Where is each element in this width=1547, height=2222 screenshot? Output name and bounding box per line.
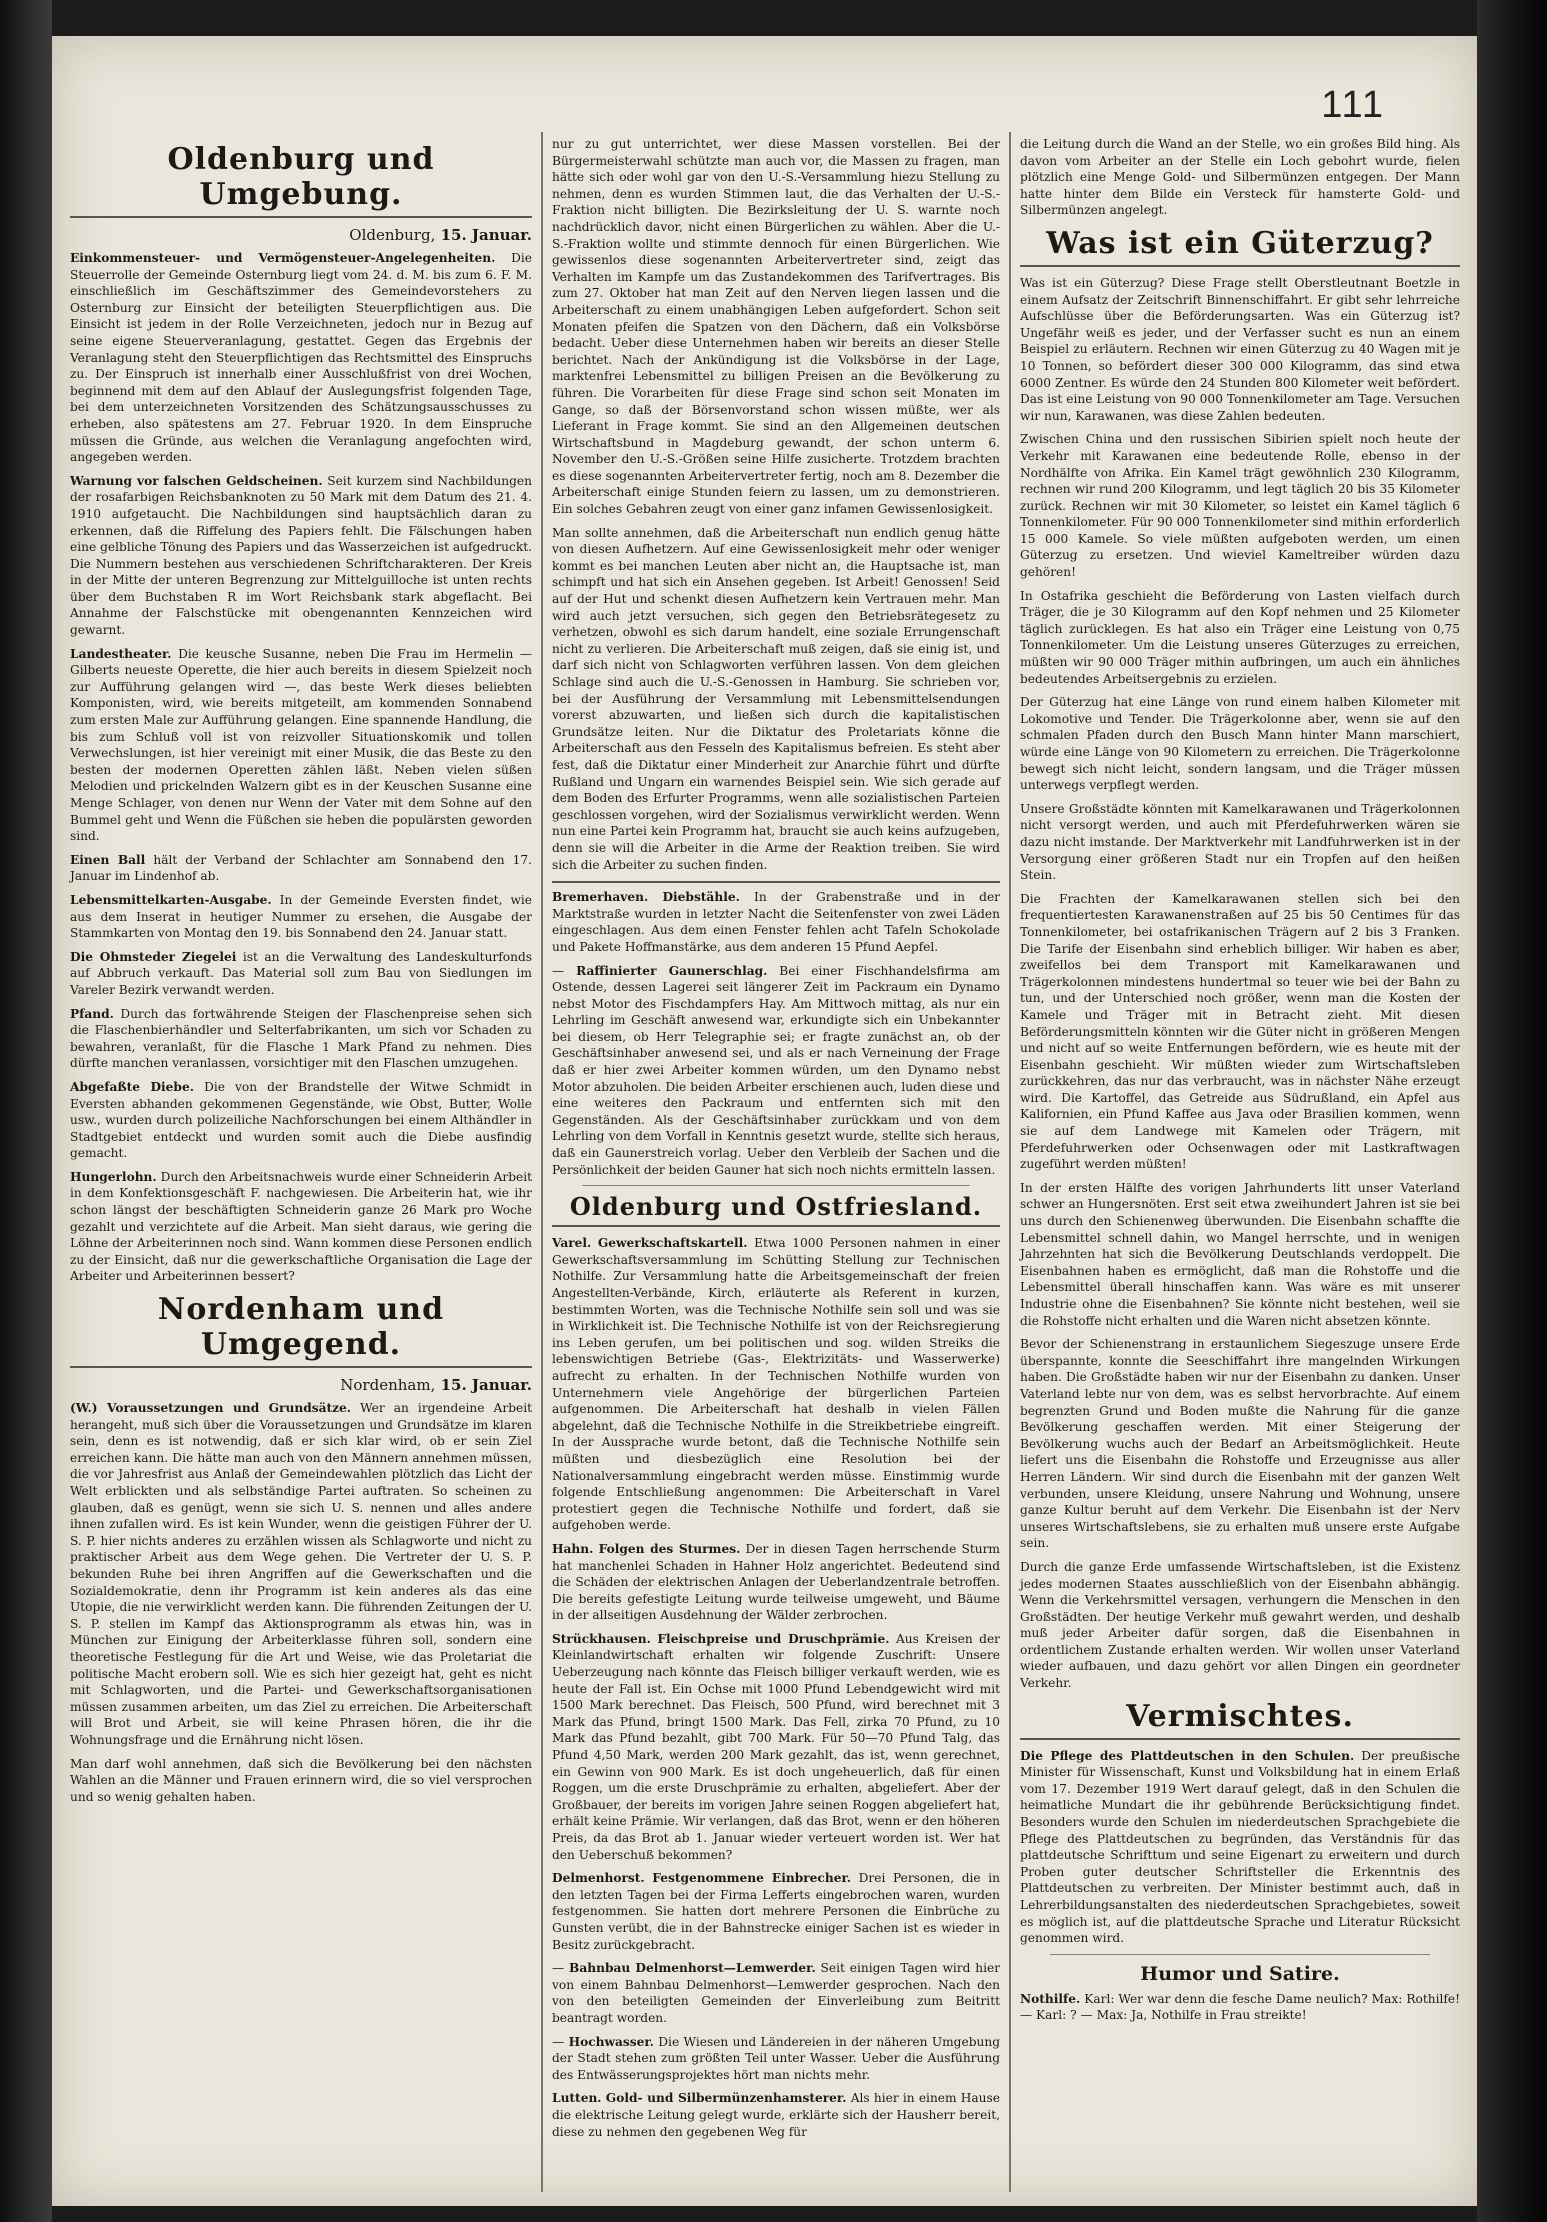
article-text: Der preußische Minister für Wissenschaft, Kunst und Volksbildung hat in einem Erlaß vom 17. Dezember 1919 Wert darauf gelegt, daß in den Schulen die heimatliche Mundart die ihr gebührende Berücksichtigung findet. Besonders wurde den Schulen im niederdeutschen Sprachgebiete die Pflege des Plattdeutschen zu begründen, das Verständnis für das plattdeutsche Schrifttum und seine Eigenart zu erweitern und durch Proben guter deutscher Schriftsteller die Erkenntnis des Plattdeutschen zu verbreiten. Der Minister bestimmt auch, daß in Lehrerbildungsanstalten des niederdeutschen Sprachgebietes, soweit es möglich ist, auf die plattdeutsche Sprache und Literatur Rücksicht genommen wird. [1020,1748,1461,1946]
article [70,1756,532,1806]
article [552,525,1000,873]
section-heading-gueterzug: Was ist ein Güterzug? [1020,226,1460,267]
article-text: Die keusche Susanne, neben Die Frau im Hermelin — Gilberts neueste Operette, die hier auch bereits in diesem Spielzeit noch zur Aufführung gelangen wird —, das beste Werk dieses beliebten Komponisten, wird, wie bereits mitgeteilt, am kommenden Sonnabend zum ersten Male zur Aufführung gelangen. Eine spannende Handlung, die bis zum Schluß voll ist von reizvoller Situationskomik und tollen Verwechslungen, ist hier vereinigt mit einer Musik, die das Beste zu den besten der modernen Operetten zählen läßt. Neben vielen süßen Melodien und prickelnden Walzern gibt es in der Keuschen Susanne eine Menge Schlager, von denen nur Wenn der Vater mit dem Sohne auf den Bummel geht und Wenn die Füßchen sie heben die populärsten geworden sind. [70,646,532,844]
column-3 [1020,136,1460,2031]
article [552,1870,1000,1953]
article-text: In der Gemeinde Eversten findet, wie aus dem Inserat in heutiger Nummer zu ersehen, die Ausgabe der Stammkarten von Montag den 19. bis Sonnabend den 24. Januar statt. [70,892,532,941]
article-title: Hochwasser. [568,2034,654,2049]
article [70,1079,532,1162]
article [1020,275,1460,424]
column-2 [552,136,1000,2147]
article [1020,891,1460,1173]
article-title: Diebstähle. [662,890,740,905]
article-title: Folgen des Sturmes. [598,1541,741,1556]
article-keyword: Die Pflege des Plattdeutschen in den Schulen. [1020,1748,1355,1763]
article: — Raffinierter Gaunerschlag. Bei einer Fischhandelsfirma am Ostende, dessen Lagerei seit längerer Zeit im Packraum ein Dynamo nebst Motor des Fischdampfers Hay. Am Mittwoch mittag, als nur ein Lehrling im Geschäft anwesend war, erkundigte sich ein Unbekannter bei diesem, ob Herr Telegraphie sei; er fragte zunächst an, ob der Geschäftsinhaber anwesend sei, und als er nach Verneinung der Frage daß er hier zwei Arbeiter kommen würden, um den Dynamo nebst Motor abzuholen. Die beiden Arbeiter erschienen auch, luden diese und eine weiteres den Packraum und entfernten sich mit den Gegenständen. Als der Geschäftsinhaber zurückkam und von dem Lehrling von dem Vorfall in Kenntnis gesetzt wurde, stellte sich heraus, daß ein Gaunerstreich vorlag. Ueber den Verbleib der Sachen und die Persönlichkeit der beiden Gauner hat sich noch nichts ermitteln lassen. [552,963,1001,1177]
article-keyword: Hungerlohn. [70,1169,157,1184]
article [552,2090,1000,2140]
article-text: Als hier in einem Hause die elektrische Leitung gelegt wurde, erklärte sich der Hausherr bereit, diese zu nehmen den gegebenen Weg für [552,2091,1000,2139]
article [552,889,1000,955]
article-text: In der Grabenstraße und in der Marktstraße wurden in letzter Nacht die Seitenfenster von zwei Läden eingeschlagen. Aus dem einen Fenster fehlen acht Tafeln Schokolade und Pakete Hoffmanstärke, aus dem anderen 15 Pfund Aepfel. [552,890,1000,954]
article [1020,588,1460,688]
article-keyword: Einkommensteuer- und Vermögensteuer-Angelegenheiten. [70,251,496,265]
section-heading-humor: Humor und Satire. [1140,1962,1340,1985]
article: — Hochwasser. Die Wiesen und Ländereien in der näheren Umgebung der Stadt stehen zum größten Teil unter Wasser. Ueber die Ausführung des Entwässerungsprojektes hört man nichts mehr. [552,2034,1001,2082]
article-title: Festgenommene Einbrecher. [652,1871,851,1886]
article-text: Die Wiesen und Ländereien in der näheren Umgebung der Stadt stehen zum größten Teil unter Wasser. Ueber die Ausführung des Entwässerungsprojektes hört man nichts mehr. [552,2034,1001,2082]
article [552,1541,1000,1624]
article [70,250,532,466]
article-text: Die Steuerrolle der Gemeinde Osternburg liegt vom 24. d. M. bis zum 6. F. M. einschließlich im Geschäftszimmer des Gemeindevorstehers zu Osternburg zur Einsicht der beteiligten Steuerpflichtigen aus. Die Einsicht ist jedem in der Rolle Verzeichneten, jedoch nur in Bezug auf seine eigene Steuerveranlagung, gestattet. Gegen das Ergebnis der Veranlagung steht den Steuerpflichtigen das Rechtsmittel des Einspruchs zu. Der Einspruch ist innerhalb einer Ausschlußfrist von drei Wochen, beginnend mit dem auf den Ablauf der Auslegungsfrist folgenden Tage, bei dem unterzeichneten Vorsitzenden des Schätzungsausschusses zu erheben, also spätestens am 27. Februar 1920. In dem Einspruche müssen die Gründe, aus welchen die Veranlagung angefochten wird, angegeben werden. [70,251,533,465]
divider [552,881,1000,883]
article-keyword: (W.) Voraussetzungen und Grundsätze. [70,1401,352,1416]
article [70,1006,532,1072]
article-text: In der ersten Hälfte des vorigen Jahrhunderts litt unser Vaterland schwer an Hungersnöten. Erst seit etwa zweihundert Jahren ist sie bei uns durch den Schienenweg überwunden. Die Eisenbahn schaffte die Lebensmittel schnell dahin, wo Mangel herrschte, und in wenigen Jahrzehnten hat sich die Bevölkerung Deutschlands verdoppelt. Die Eisenbahnen haben es ermöglicht, daß man die Rohstoffe und die Lebensmittel überall hinschaffen kann. Was wäre es mit unserer Industrie ohne die Eisenbahnen? Sie könnte nicht bestehen, weil sie die Rohstoffe nicht erhalten und die Waren nicht absetzen könnte. [1020,1180,1460,1328]
article-text: Durch das fortwährende Steigen der Flaschenpreise sehen sich die Flaschenbierhändler und Selterfabrikanten, um sich vor Schaden zu bewahren, veranlaßt, für die Flasche 1 Mark Pfand zu nehmen. Dies dürfte manchen veranlassen, vorsichtiger mit den Flaschen umzugehen. [70,1006,533,1071]
article-text: Wer an irgendeine Arbeit herangeht, muß sich über die Voraussetzungen und Grundsätze im klaren sein, denn es ist notwendig, daß er sich klar wird, ob er sein Ziel erreichen kann. Die hätte man auch von den Männern annehmen müssen, die vor Jahresfrist aus Anlaß der Gemeindewahlen plötzlich das Licht der Welt erblickten und als selbständige Partei auftraten. So scheinen zu glauben, daß es genügt, wenn sie sich U. S. nennen und alles andere ihnen zufallen wird. Es ist kein Wunder, wenn die geistigen Führer der U. S. P. hier nichts anderes zu erzählen wissen als Schlagworte und nicht zu praktischer Arbeit aus dem Wege gehen. Die Vertreter der U. S. P. bekunden Ruhe bei ihren Angriffen auf die Gewerkschaften und die Sozialdemokratie, denn ihr Programm ist kein anderes als das eine Utopie, die nie verwirklicht werden kann. Die führenden Zeitungen der U. S. P. stellen im Kampf das Aktionsprogramm als etwas hin, was in München zur Einigung der Arbeiterklasse führen soll, sondern eine theoretische Festlegung für die Art und Weise, wie das Proletariat die politische Macht erobern soll. Wie es sich hier gezeigt hat, geht es nicht mit Schlagworten, und die Partei- und Gewerkschaftsorganisationen müssen zusammen arbeiten, um das Ziel zu erreichen. Die Arbeiterschaft will Brot und Arbeit, sie will keine Phrasen hören, die ihr die Wohnungsfrage und die Ernährung nicht lösen. [70,1401,532,1747]
article [70,1169,532,1285]
article-text: Der Güterzug hat eine Länge von rund einem halben Kilometer mit Lokomotive und Tender. Die Trägerkolonne aber, wenn sie auf den schmalen Pfaden durch den Busch Mann hinter Mann marschiert, würde eine Länge von 90 Kilometern zu erreichen. Die Trägerkolonne bewegt sich nicht leicht, sondern langsam, und die Träger müssen unterwegs verpflegt werden. [1020,695,1460,793]
column-rule [1009,132,1011,2192]
article-text: nur zu gut unterrichtet, wer diese Massen vorstellen. Bei der Bürgermeisterwahl schützte man auch vor, die Massen zu fragen, man hätte sich oder wohl gar von den U.-S.-Versammlung hiezu Stellung zu nehmen, denn es wurden Stimmen laut, die das Verhalten der U.-S.-Fraktion nicht billigten. Die Bezirksleitung der U. S. warnte noch nachdrücklich davor, nicht einen Bürgerlichen zu wählen. Aber die U.-S.-Fraktion wollte und stimmte dennoch für einen Bürgerlichen. Wie gewissenlos diese sogenannten Arbeitervertreter sind, zeigt das Verhalten im Kampfe um das Zustandekommen des Tarifvertrages. Bis zum 27. Oktober hat man Zeit auf den Nerven liegen lassen und die Arbeiterschaft zu einem unabhängigen Leben aufgefordert. Schon seit Monaten pfeifen die Spatzen von den Dächern, daß ein Volksbörse bedacht. Ueber diese Unternehmen haben wir bereits an dieser Stelle berichtet. Nach der Ankündigung ist die Volksbörse in der Lage, marktenfrei Lebensmittel zu billigen Preisen an die Bevölkerung zu führen. Die Vorarbeiten für diese Frage sind schon seit Monaten im Gange, so daß der Börsenvorstand schon wissen müßte, wer als Lieferant in Frage kommt. Sie sind an den Allgemeinen deutschen Wirtschaftsbund in Magdeburg gewandt, der schon unterm 6. November den U.-S.-Größen seine Hilfe zusicherte. Trotzdem brachten es diese sogenannten Arbeitervertreter fertig, noch am 8. Dezember die Arbeiterschaft einige Stunden feiern zu lassen, um zu demonstrieren. Ein solches Gebahren zeugt von einer ganz infamen Gewissenlosigkeit. [552,137,1000,517]
article [70,949,532,999]
section-heading-nordenham: Nordenham und Umgegend. [70,1292,532,1368]
section-heading-vermischtes: Vermischtes. [1020,1699,1460,1740]
section-heading-oldenburg: Oldenburg und Umgebung. [70,142,532,218]
article [552,1235,1000,1534]
article-text: ist an die Verwaltung des Landeskulturfonds auf Abbruch verkauft. Das Material soll zum Bau von Siedlungen im Vareler Bezirk verwandt werden. [70,949,533,997]
dateline-place: Nordenham, [340,1376,436,1395]
article-text: Bevor der Schienenstrang in erstaunlichem Siegeszuge unsere Erde überspannte, konnte die Seeschiffahrt ihre mangelnden Wirkungen haben. Die Großstädte haben wir nur der Eisenbahn zu danken. Unser Vaterland lebte nur von dem, was es selbst hervorbrachte. Auf einem begrenzten Grund und Boden mußte die Nahrung für die ganze Bevölkerung geschaffen werden. Mit einer Steigerung der Bevölkerung wuchs auch der Bedarf an Arbeitsmöglichkeit. Heute liefert uns die Eisenbahn die Rohstoffe und Erzeugnisse aus aller Herren Ländern. Wir sind durch die Eisenbahn mit der ganzen Welt verbunden, unsere Kleidung, unsere Nahrung und Wohnung, unsere ganze Kultur beruht auf dem Verkehr. Die Eisenbahn ist der Nerv unseres Wirtschaftslebens, sie zu erhalten muß unsere erste Aufgabe sein. [1020,1337,1460,1551]
article-text: Die von der Brandstelle der Witwe Schmidt in Eversten abhanden gekommenen Gegenstände, wie Obst, Butter, Wolle usw., wurden durch polizeiliche Nachforschungen bei einem Althändler in Stadtgebiet entdeckt und wurden somit auch die Diebe ausfindig gemacht. [70,1079,532,1161]
article-keyword: Warnung vor falschen Geldscheinen. [70,473,323,488]
article-title: Raffinierter Gaunerschlag. [576,963,768,978]
article-text: Man sollte annehmen, daß die Arbeiterschaft nun endlich genug hätte von diesen Aufhetzern. Auf eine Gewissenlosigkeit mehr oder weniger kommt es bei manchen Leuten aber nicht an, die Hauptsache ist, man schimpft und hat sich ein Ansehen gegeben. Ist Arbeit! Genossen! Seid auf der Hut und schenkt diesen Aufhetzern kein Vertrauen mehr. Man wird auch jetzt versuchen, sich gegen den Betriebsrätegesetz zu verhetzen, obwohl es sich darum handelt, eine soziale Errungenschaft nicht zu verlieren. Die Arbeiterschaft muß zeigen, daß sie einig ist, und darf sich nicht von Schlagworten verführen lassen. Von dem gleichen Schlage sind auch die U.-S.-Genossen in Hamburg. Sie schrieben vor, bei der Ausführung der Versammlung mit Lebensmittelsendungen vorerst abzuwarten, und ließen sich durch die kapitalistischen Grundsätze leiten. Nur die Diktatur des Proletariats könne die Arbeiterschaft aus den Fesseln des Kapitalismus befreien. Es steht aber fest, daß die Diktatur einer Minderheit zur Anarchie führt und dürfte Rußland und Ungarn ein warnendes Beispiel sein. Wie sich gerade auf dem Boden des Erfurter Programms, wenn alle sozialistischen Parteien geschlossen vorgehen, wird der Sozialismus verwirklicht werden. Wenn nun eine Partei kein Programm hat, braucht sie auch keins aufzugeben, denn sie will die Arbeiter in die Arme der Reaktion treiben. Sie wird sich die Arbeiter zu suchen finden. [552,525,1000,872]
article [70,892,532,942]
article-keyword: Hahn. [552,1541,594,1556]
section-heading-ostfriesland: Oldenburg und Ostfriesland. [552,1192,1000,1227]
article [552,1631,1000,1863]
article [1020,801,1460,884]
article [70,1400,532,1748]
article-text: Aus Kreisen der Kleinlandwirtschaft erhalten wir folgende Zuschrift: Unsere Ueberzeugung nach könnte das Fleisch billiger verkauft werden, wie es heute der Fall ist. Ein Ochse mit 1000 Pfund Lebendgewicht wird mit 1500 Mark berechnet. Das Fleisch, 500 Pfund, wird berechnet mit 3 Mark das Pfund, bringt 1500 Mark. Das Fell, zirka 70 Pfund, zu 10 Mark das Pfund bezahlt, gibt 700 Mark. Für 50—70 Pfund Talg, das Pfund 4,50 Mark, werden 200 Mark gezahlt, das ist, wenn gerechnet, ein Gewinn von 900 Mark. Es ist doch ungeheuerlich, daß für einen Roggen, um die erste Druschprämie zu erhalten, abgeliefert. Aber der Großbauer, der bereits im vorigen Jahre seinen Roggen abgeliefert hat, erhält keine Prämie. Wir verlangen, daß das Brot, wenn er den höheren Preis, da das Brot ab 1. Januar wieder verteuert worden ist. Wer hat den Ueberschuß bekommen? [552,1631,1000,1862]
column-rule [541,132,543,2192]
book-binding [0,0,52,2222]
dateline [70,226,532,244]
article-text: Karl: Wer war denn die fesche Dame neulich? Max: Rothilfe! — Karl: ? — Max: Ja, Nothilfe in Frau streikte! [1020,1991,1460,2023]
article-text: Was ist ein Güterzug? Diese Frage stellt Oberstleutnant Boetzle in einem Aufsatz der Zeitschrift Binnenschiffahrt. Er gibt sehr lehrreiche Aufschlüsse über die Beförderungsarten. Was ein Güterzug ist? Ungefähr weiß es jeder, und der Verfasser sucht es nun an einem Beispiel zu erläutern. Rechnen wir einen Güterzug zu 40 Wagen mit je 10 Tonnen, so befördert dieser 300 000 Kilogramm, das sind etwa 6000 Zentner. Es würde den 24 Stunden 800 Kilometer weit befördert. Das ist eine Leistung von 90 000 Tonnenkilometer am Tage. Versuchen wir nun, Karawanen, was diese Zahlen bedeuten. [1020,275,1460,423]
dateline-date: 15. Januar. [440,226,532,244]
article-text: Zwischen China und den russischen Sibirien spielt noch heute der Verkehr mit Karawanen eine bedeutende Rolle, ebenso in der Nordhälfte von Afrika. Ein Kamel trägt gewöhnlich 230 Kilogramm, rechnen wir rund 200 Kilogramm, und legt täglich 20 bis 35 Kilometer zurück. Rechnen wir mit 30 Kilometer, so leistet ein Kamel täglich 6 Tonnenkilometer. Für 90 000 Tonnenkilometer sind mithin erforderlich 15 000 Kamele. So viele müßten aufgeboten werden, um einen Güterzug zu ersetzen. Und wieviel Kameltreiber würden dazu gehören! [1020,432,1460,580]
page-folio: 111 [1321,84,1385,126]
article-title: Bahnbau Delmenhorst—Lemwerder. [569,1961,816,1976]
article [70,473,532,639]
divider [1050,1954,1430,1955]
article [1020,1180,1460,1329]
page-edge-shadow [1477,0,1547,2222]
article-text: In Ostafrika geschieht die Beförderung von Lasten vielfach durch Träger, die je 30 Kilogramm auf den Kopf nehmen und 25 Kilometer täglich zurücklegen. Es hat also ein Träger eine Leistung von 0,75 Tonnenkilometer. Um die Leistung unseres Güterzuges zu erreichen, müßten wir 90 000 Träger mithin aufbringen, um auch ein ähnliches bedeutendes Arbeitsergebnis zu erzielen. [1020,588,1460,686]
article-title: Fleischpreise und Druschprämie. [657,1631,890,1646]
article [1020,431,1460,580]
article-text: Bei einer Fischhandelsfirma am Ostende, dessen Lagerei seit längerer Zeit im Packraum ein Dynamo nebst Motor des Fischdampfers Hay. Am Mittwoch mittag, als nur ein Lehrling im Geschäft anwesend war, erkundigte sich ein Unbekannter bei diesem, ob Herr Telegraphie sei; er fragte zunächst an, ob der Geschäftsinhaber anwesend sei, und als er nach Verneinung der Frage daß er hier zwei Arbeiter kommen würden, um den Dynamo nebst Motor abzuholen. Die beiden Arbeiter erschienen auch, luden diese und eine weiteres den Packraum und entfernten sich mit den Gegenständen. Als der Geschäftsinhaber zurückkam und von dem Lehrling von dem Vorfall in Kenntnis gesetzt wurde, stellte sich heraus, daß ein Gaunerstreich vorlag. Ueber den Verbleib der Sachen und die Persönlichkeit der beiden Gauner hat sich noch nichts ermitteln lassen. [552,963,1001,1177]
article-text: Etwa 1000 Personen nahmen in einer Gewerkschaftsversammlung im Schütting Stellung zur Technischen Nothilfe. Zur Versammlung hatte die Arbeitsgemeinschaft der freien Angestellten-Verbände, Kirch, erläuterte als Referent in kurzen, bestimmten Worten, was die Technische Nothilfe sein soll und was sie in Wirklichkeit ist. Die Technische Nothilfe ist von der Reichsregierung ins Leben gerufen, um bei politischen und sog. wilden Streiks die lebenswichtigen Betriebe (Gas-, Elektrizitäts- und Wasserwerke) aufrecht zu erhalten. In der Technischen Nothilfe wurden von Unternehmern viele Angehörige der bürgerlichen Parteien aufgenommen. Die Arbeiterschaft hat deshalb in vielen Fällen abgelehnt, daß die Technische Nothilfe in die Streikbetriebe eingreift. In der Aussprache wurde betont, daß die Technische Nothilfe sein müßten und diesbezüglich eine Resolution bei der Nationalversammlung eingebracht werden müsse. Einstimmig wurde folgende Entschließung angenommen: Die Arbeiterschaft in Varel protestiert gegen die Technische Nothilfe und fordert, daß sie aufgehoben werde. [552,1236,1001,1533]
article-keyword: Delmenhorst. [552,1871,645,1886]
article-keyword: Lebensmittelkarten-Ausgabe. [70,892,272,907]
article: — Bahnbau Delmenhorst—Lemwerder. Seit einigen Tagen wird hier von einem Bahnbau Delmenhorst—Lemwerder gesprochen. Nach den von den beteiligten Gemeinden der Einverleibung zum Beitritt beantragt worden. [552,1961,1001,2025]
divider [582,1185,970,1186]
article [1020,1991,1460,2024]
article-keyword: Bremerhaven. [552,890,649,905]
article-text: Unsere Großstädte könnten mit Kamelkarawanen und Trägerkolonnen nicht versorgt werden, und auch mit Pferdefuhrwerken wären sie dazu nicht imstande. Der Marktverkehr mit Landfuhrwerken ist in der Versorgung einer größeren Stadt nur ein Tropfen auf den heißen Stein. [1020,801,1460,883]
article-text: Durch die ganze Erde umfassende Wirtschaftsleben, ist die Existenz jedes modernen Staates ausschließlich von der Eisenbahn abhängig. Wenn die Verkehrsmittel versagen, verhungern die Menschen in den Großstädten. Der heutige Verkehr muß gewahrt werden, und deshalb muß jeder Arbeiter dafür sorgen, daß die Eisenbahnen in ordentlichem Zustande erhalten werden. Wir wollen unser Vaterland wieder aufbauen, und dazu gehört vor allen Dingen ein geordneter Verkehr. [1020,1559,1460,1691]
dateline-place: Oldenburg, [349,226,436,244]
article-keyword: Einen Ball [70,852,146,867]
article [1020,694,1460,794]
article-text: die Leitung durch die Wand an der Stelle, wo ein großes Bild hing. Als davon vom Arbeiter an der Stelle ein Loch gebohrt wurde, fielen plötzlich eine Menge Gold- und Silbermünzen entgegen. Der Mann hatte hinter dem Bilde ein Versteck für hamsterte Gold- und Silbermünzen angelegt. [1020,137,1460,218]
article [70,852,532,885]
article-text: Drei Personen, die in den letzten Tagen bei der Firma Lefferts eingebrochen waren, wurden festgenommen. Sie hatten dort mehrere Personen die Einbrüche zu Gunsten verübt, die in der Bahnstrecke einiger Sachen ist es wieder in Besitz zurückgebracht. [552,1871,1001,1952]
article-keyword: Varel. [552,1236,592,1251]
article [70,646,532,845]
article-keyword: Strückhausen. [552,1631,651,1646]
article-text: Durch den Arbeitsnachweis wurde einer Schneiderin Arbeit in dem Konfektionsgeschäft F. nachgewiesen. Die Arbeiterin hat, wie ihr schon längst der beschäftigten Schneiderin ganze 26 Mark pro Woche gezahlt und verzichtete auf die Arbeit. Man sieht daraus, wie gering die Löhne der Arbeiterinnen noch sind. Wann kommen diese Personen endlich zu der Einsicht, daß nur die gewerkschaftliche Organisation die Lage der Arbeiter und Arbeiterinnen bessert? [70,1169,533,1284]
article-title: Gold- und Silbermünzenhamsterer. [605,2091,847,2106]
article-text: Die Frachten der Kamelkarawanen stellen sich bei den frequentiertesten Karawanenstraßen auf 25 bis 50 Centimes für das Tonnenkilometer, bei ostafrikanischen Trägern auf 2 bis 3 Franken. Die Tarife der Eisenbahn sind erheblich billiger. Wir haben es aber, zweifellos bei dem Transport mit Kamelkarawanen und Trägerkolonnen mindestens hundertmal so teuer wie bei der Bahn zu tun, und der Unterschied noch größer, wenn man die Kosten der Kamele und Träger mit in Betracht zieht. Mit diesen Beförderungsmitteln könnten wir die Güter nicht in größeren Mengen und nicht auf so weite Entfernungen befördern, wie es heute mit der Eisenbahn geschieht. Wir müßten wieder zum Wirtschaftsleben zurückkehren, das nur das verbraucht, was in nächster Nähe erzeugt wird. Die Kartoffel, das Getreide aus Südrußland, ein Apfel aus Kalifornien, ein Pfund Kaffee aus Java oder Brasilien kommen, wenn sie auf dem Landwege mit Kamelen oder Trägern, mit Pferdefuhrwerken oder Ochsenwagen oder mit Lastkraftwagen zugeführt werden müßten! [1020,891,1460,1172]
article [1020,136,1460,219]
article-text: Der in diesen Tagen herrschende Sturm hat manchenlei Schaden in Hahner Holz angerichtet. Bedeutend sind die Schäden der elektrischen Anlagen der Ueberlandzentrale betroffen. Die bereits gefestigte Leitung wurde teilweise umgeweht, und Bäume in der allseitigen Ausdehnung der Wälder zerbrochen. [552,1541,1000,1623]
article [552,136,1000,518]
article-text: hält der Verband der Schlachter am Sonnabend den 17. Januar im Lindenhof ab. [70,852,532,884]
article-title: Gewerkschaftskartell. [597,1236,748,1251]
article [1020,1336,1460,1552]
dateline [70,1376,532,1394]
article-text: Seit kurzem sind Nachbildungen der rosafarbigen Reichsbanknoten zu 50 Mark mit dem Datum des 21. 4. 1910 aufgetaucht. Die Nachbildungen sind hauptsächlich daran zu erkennen, daß die Riffelung des Papiers fehlt. Die Fälschungen haben eine gelbliche Tönung des Papiers und das Wasserzeichen ist aufgedruckt. Die Nummern bestehen aus verschiedenen Schriftcharakteren. Der Kreis in der Mitte der unteren Begrenzung zur Mittelguilloche ist unten rechts über dem Buchstaben R im Wort Reichsbank stark abgeflacht. Bei Annahme der Falschstücke mit obengenannten Kennzeichen wird gewarnt. [70,473,532,638]
article-text: Man darf wohl annehmen, daß sich die Bevölkerung bei den nächsten Wahlen an die Männer und Frauen erinnern wird, die so viel versprochen und so wenig gehalten haben. [70,1756,532,1804]
article [1020,1748,1460,1947]
article [1020,1559,1460,1692]
dateline-date: 15. Januar. [440,1376,532,1395]
newspaper-page [52,36,1477,2206]
column-1 [70,136,532,1812]
article-keyword: Landestheater. [70,646,172,661]
article-keyword: Pfand. [70,1006,114,1021]
article-keyword: Die Ohmsteder Ziegelei [70,949,237,964]
article-keyword: Lutten. [552,2091,602,2106]
article-keyword: Abgefaßte Diebe. [70,1079,194,1094]
article-keyword: Nothilfe. [1020,1991,1081,2006]
article-text: Seit einigen Tagen wird hier von einem Bahnbau Delmenhorst—Lemwerder gesprochen. Nach den von den beteiligten Gemeinden der Einverleibung zum Beitritt beantragt worden. [552,1961,1001,2025]
